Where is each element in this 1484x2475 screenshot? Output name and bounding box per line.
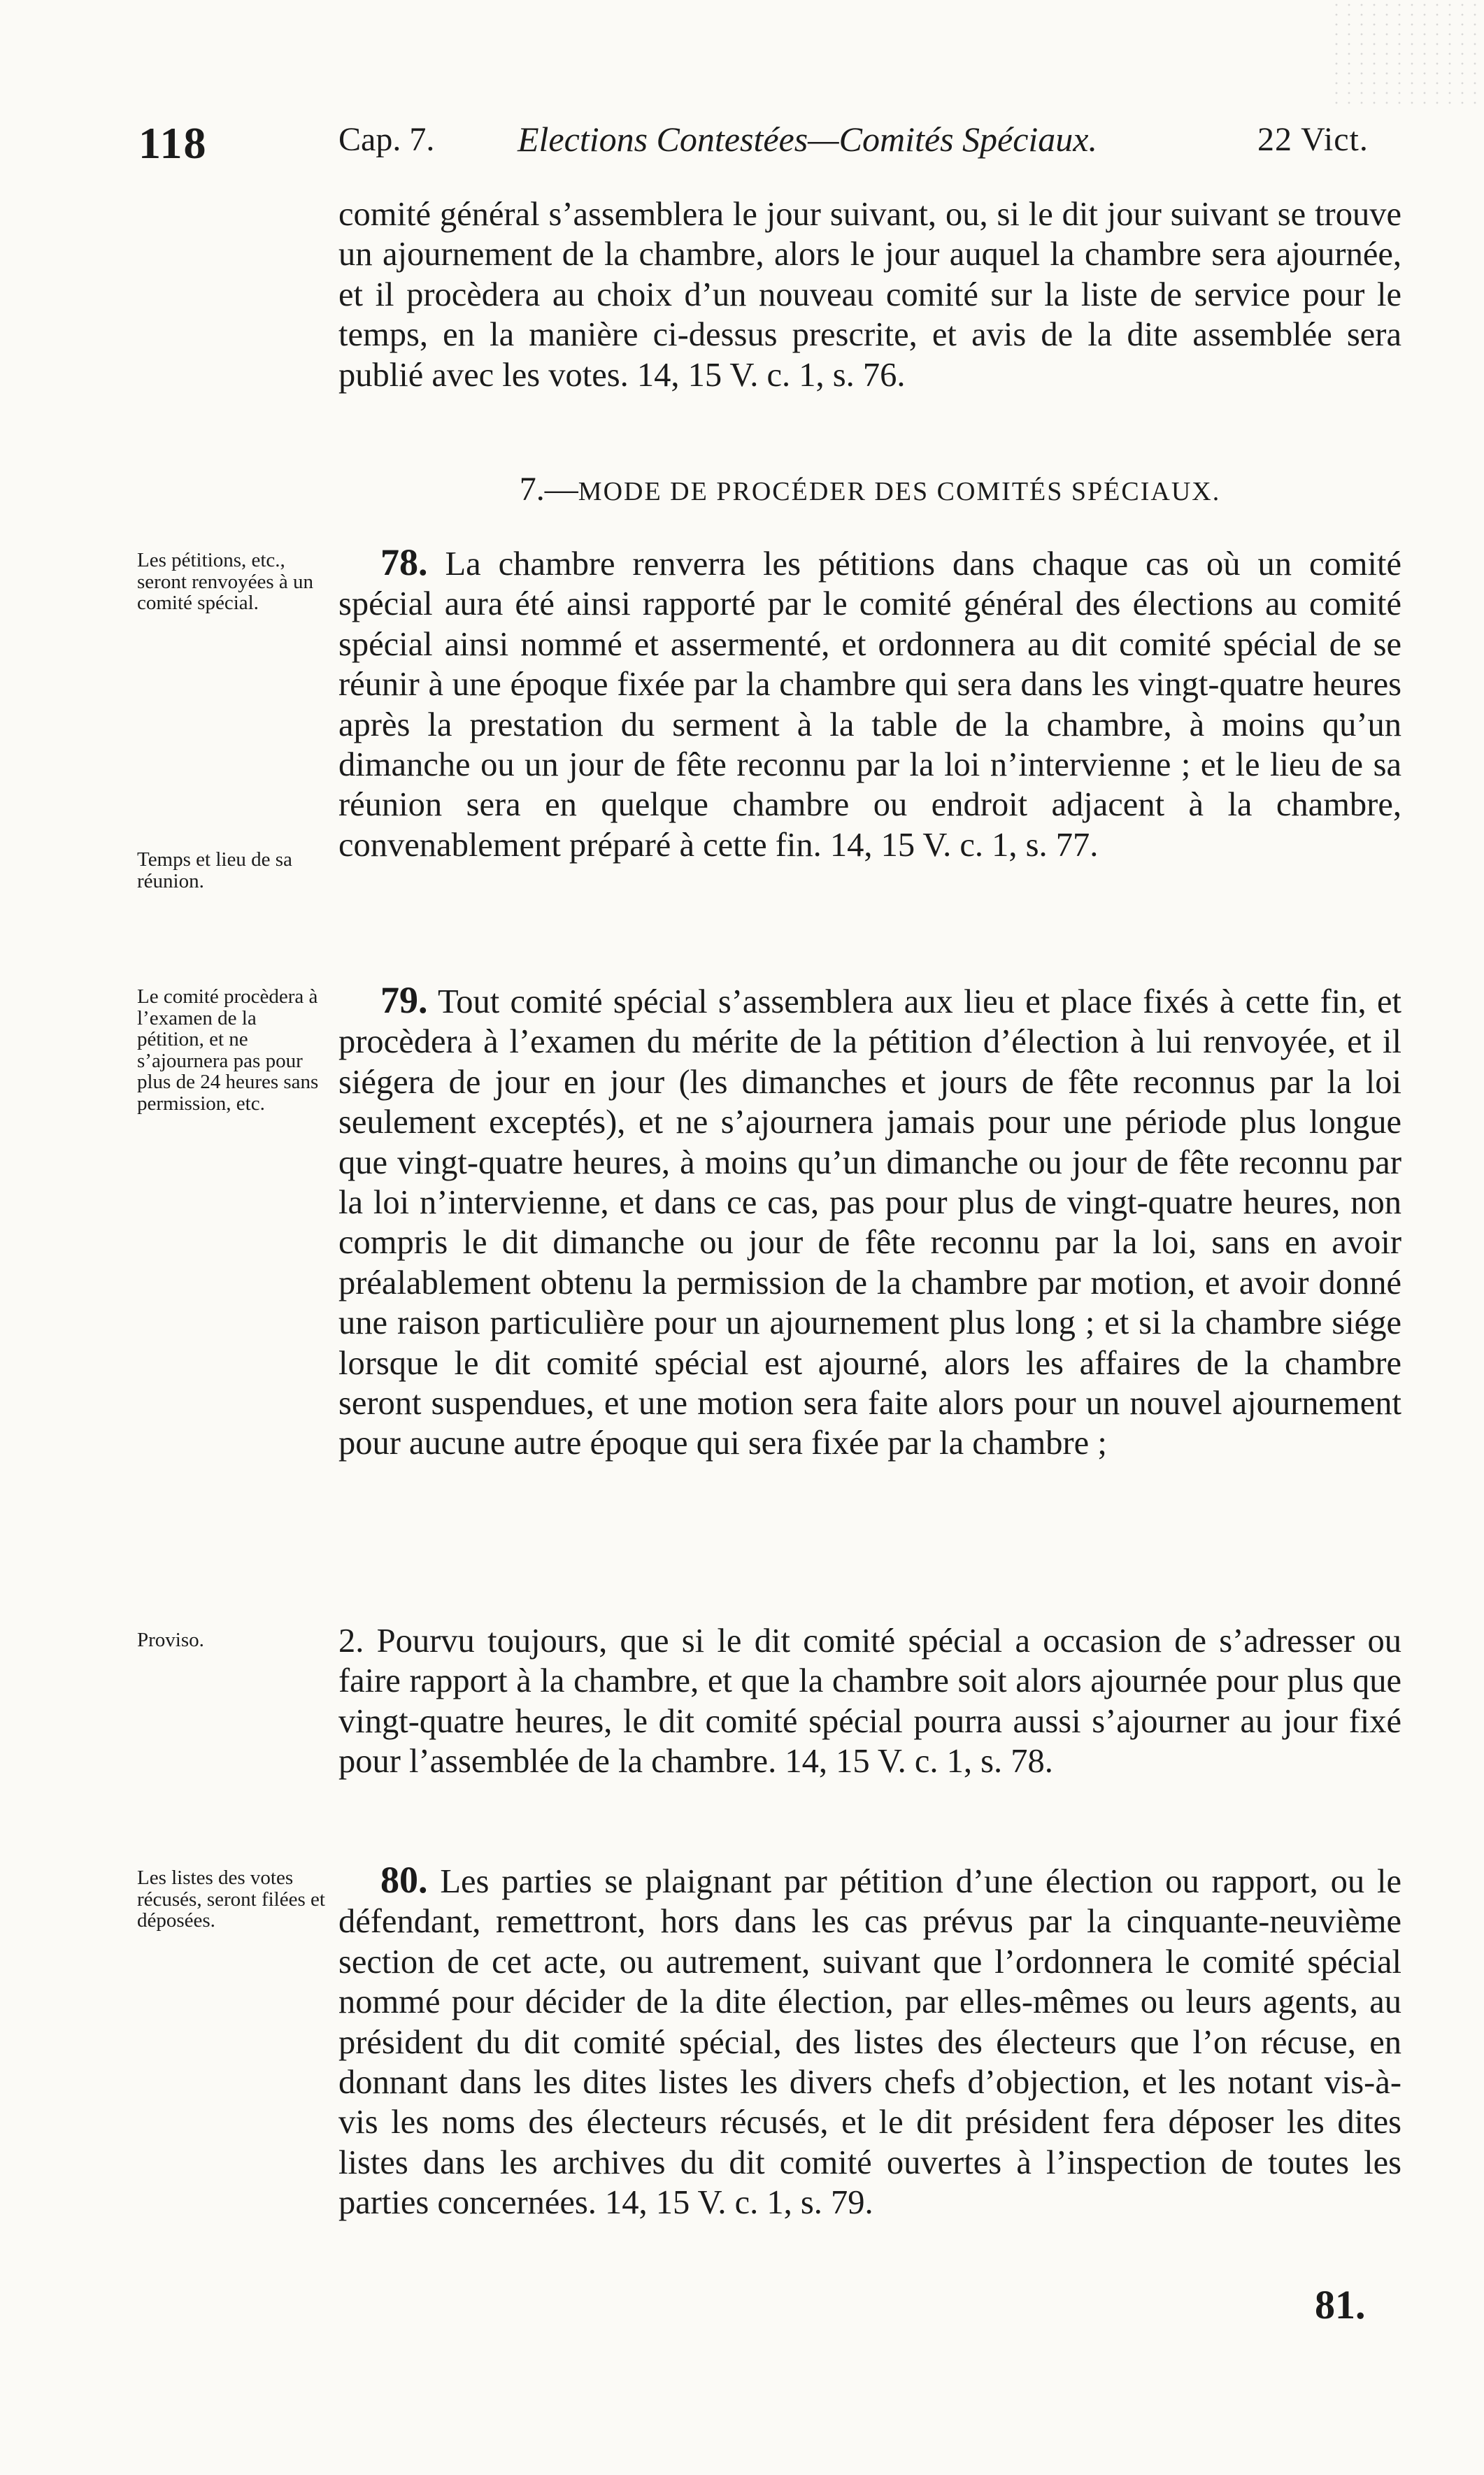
catchword: 81.: [1315, 2282, 1366, 2327]
margin-note: Les pétitions, etc., seront renvoyées à un comité spécial.: [137, 549, 314, 614]
section-text: La chambre renverra les pétitions dans chaque cas où un comité spécial aura été ainsi rapporté par le comité général des élections au comité spécial ainsi nommé et assermenté, et ordonnera au dit comité spécial de se réunir à une époque fixée par la chambre qui sera dans les vingt-quatre heures après la prestation du serment à la table de la chambre, à moins qu’un dimanche ou un jour de fête reconnu par la loi n’intervienne ; et le lieu de sa réunion sera en quelque chambre ou endroit adjacent à la chambre, convenablement préparé à cette fin. 14, 15 V. c. 1, s. 77.: [338, 545, 1402, 864]
paragraph-continued: [338, 194, 1401, 395]
page-edge-texture: [1330, 0, 1484, 105]
paragraph-text: comité général s’assemblera le jour suivant, ou, si le dit jour suivant se trouve un ajournement de la chambre, alors le jour auquel la chambre sera ajournée, et il procèdera au choix d’un nouveau comité sur la liste de service pour le temps, en la manière ci-dessus prescrite, et avis de la dite assemblée sera publié avec les votes. 14, 15 V. c. 1, s. 76.: [338, 196, 1401, 394]
section-number: 79.: [380, 979, 428, 1021]
section-79-subsection-2: [338, 1621, 1401, 1782]
margin-note: Les listes des votes récusés, seront filées et déposées.: [137, 1867, 325, 1932]
section-80: [338, 1860, 1401, 2223]
regnal-year: 22 Vict.: [1257, 121, 1369, 158]
margin-note: Proviso.: [137, 1629, 204, 1651]
section-79: [338, 980, 1401, 1464]
heading-number: 7.—: [519, 471, 578, 508]
section-78: [338, 543, 1401, 865]
margin-note: Le comité procèdera à l’examen de la pétition, et ne s’ajournera pas pour plus de 24 heures sans permission, etc.: [137, 985, 319, 1115]
section-text: Les parties se plaignant par pétition d’une élection ou rapport, ou le défendant, remettront, hors dans les cas prévus par la cinquante-neuvième section de cet acte, ou autrement, suivant que l’ordonnera le comité spécial nommé pour décider de la dite élection, par elles-mêmes ou leurs agents, au président du dit comité spécial, des listes des électeurs que l’on récuse, en donnant dans les dites listes les divers chefs d’objection, et les notant vis-à-vis les noms des électeurs récusés, et le dit président fera déposer les dites listes dans les archives du dit comité ouvertes à l’inspection de toutes les parties concernées. 14, 15 V. c. 1, s. 79.: [338, 1863, 1401, 2222]
margin-note: Temps et lieu de sa réunion.: [137, 848, 292, 892]
heading-text: MODE DE PROCÉDER DES COMITÉS SPÉCIAUX.: [578, 477, 1221, 506]
subsection-number: 2.: [338, 1622, 364, 1660]
section-text: Tout comité spécial s’assemblera aux lieu et place fixés à cette fin, et procèdera à l’examen du mérite de la pétition d’élection à lui renvoyée, et il siégera de jour en jour (les dimanches et jours de fête reconnus par la loi seulement exceptés), et ne s’ajournera jamais pour une période plus longue que vingt-quatre heures, à moins qu’un dimanche ou jour de fête reconnu par la loi n’intervienne, et dans ce cas, pas pour plus de vingt-quatre heures, non compris le dit dimanche ou jour de fête reconnu par la loi, sans en avoir préalablement obtenu la permission de la chambre par motion, et avoir donné une raison particulière pour un ajournement plus long ; et si la chambre siége lorsque le dit comité spécial est ajourné, alors les affaires de la chambre seront suspendues, et une motion sera faite alors pour un nouvel ajournement pour aucune autre époque qui sera fixée par la chambre ;: [338, 983, 1401, 1462]
page-number: 118: [138, 118, 208, 168]
chapter-label: Cap. 7.: [338, 121, 435, 158]
section-number: 80.: [380, 1859, 428, 1901]
subsection-text: Pourvu toujours, que si le dit comité spécial a occasion de s’adresser ou faire rapport à la chambre, et que la chambre soit alors ajournée pour plus que vingt-quatre heures, le dit comité spécial pourra aussi s’ajourner au jour fixé pour l’assemblée de la chambre. 14, 15 V. c. 1, s. 78.: [338, 1622, 1401, 1781]
section-heading: [338, 470, 1401, 508]
running-title: Elections Contestées—Comités Spéciaux.: [518, 120, 1098, 159]
section-number: 78.: [380, 541, 428, 583]
